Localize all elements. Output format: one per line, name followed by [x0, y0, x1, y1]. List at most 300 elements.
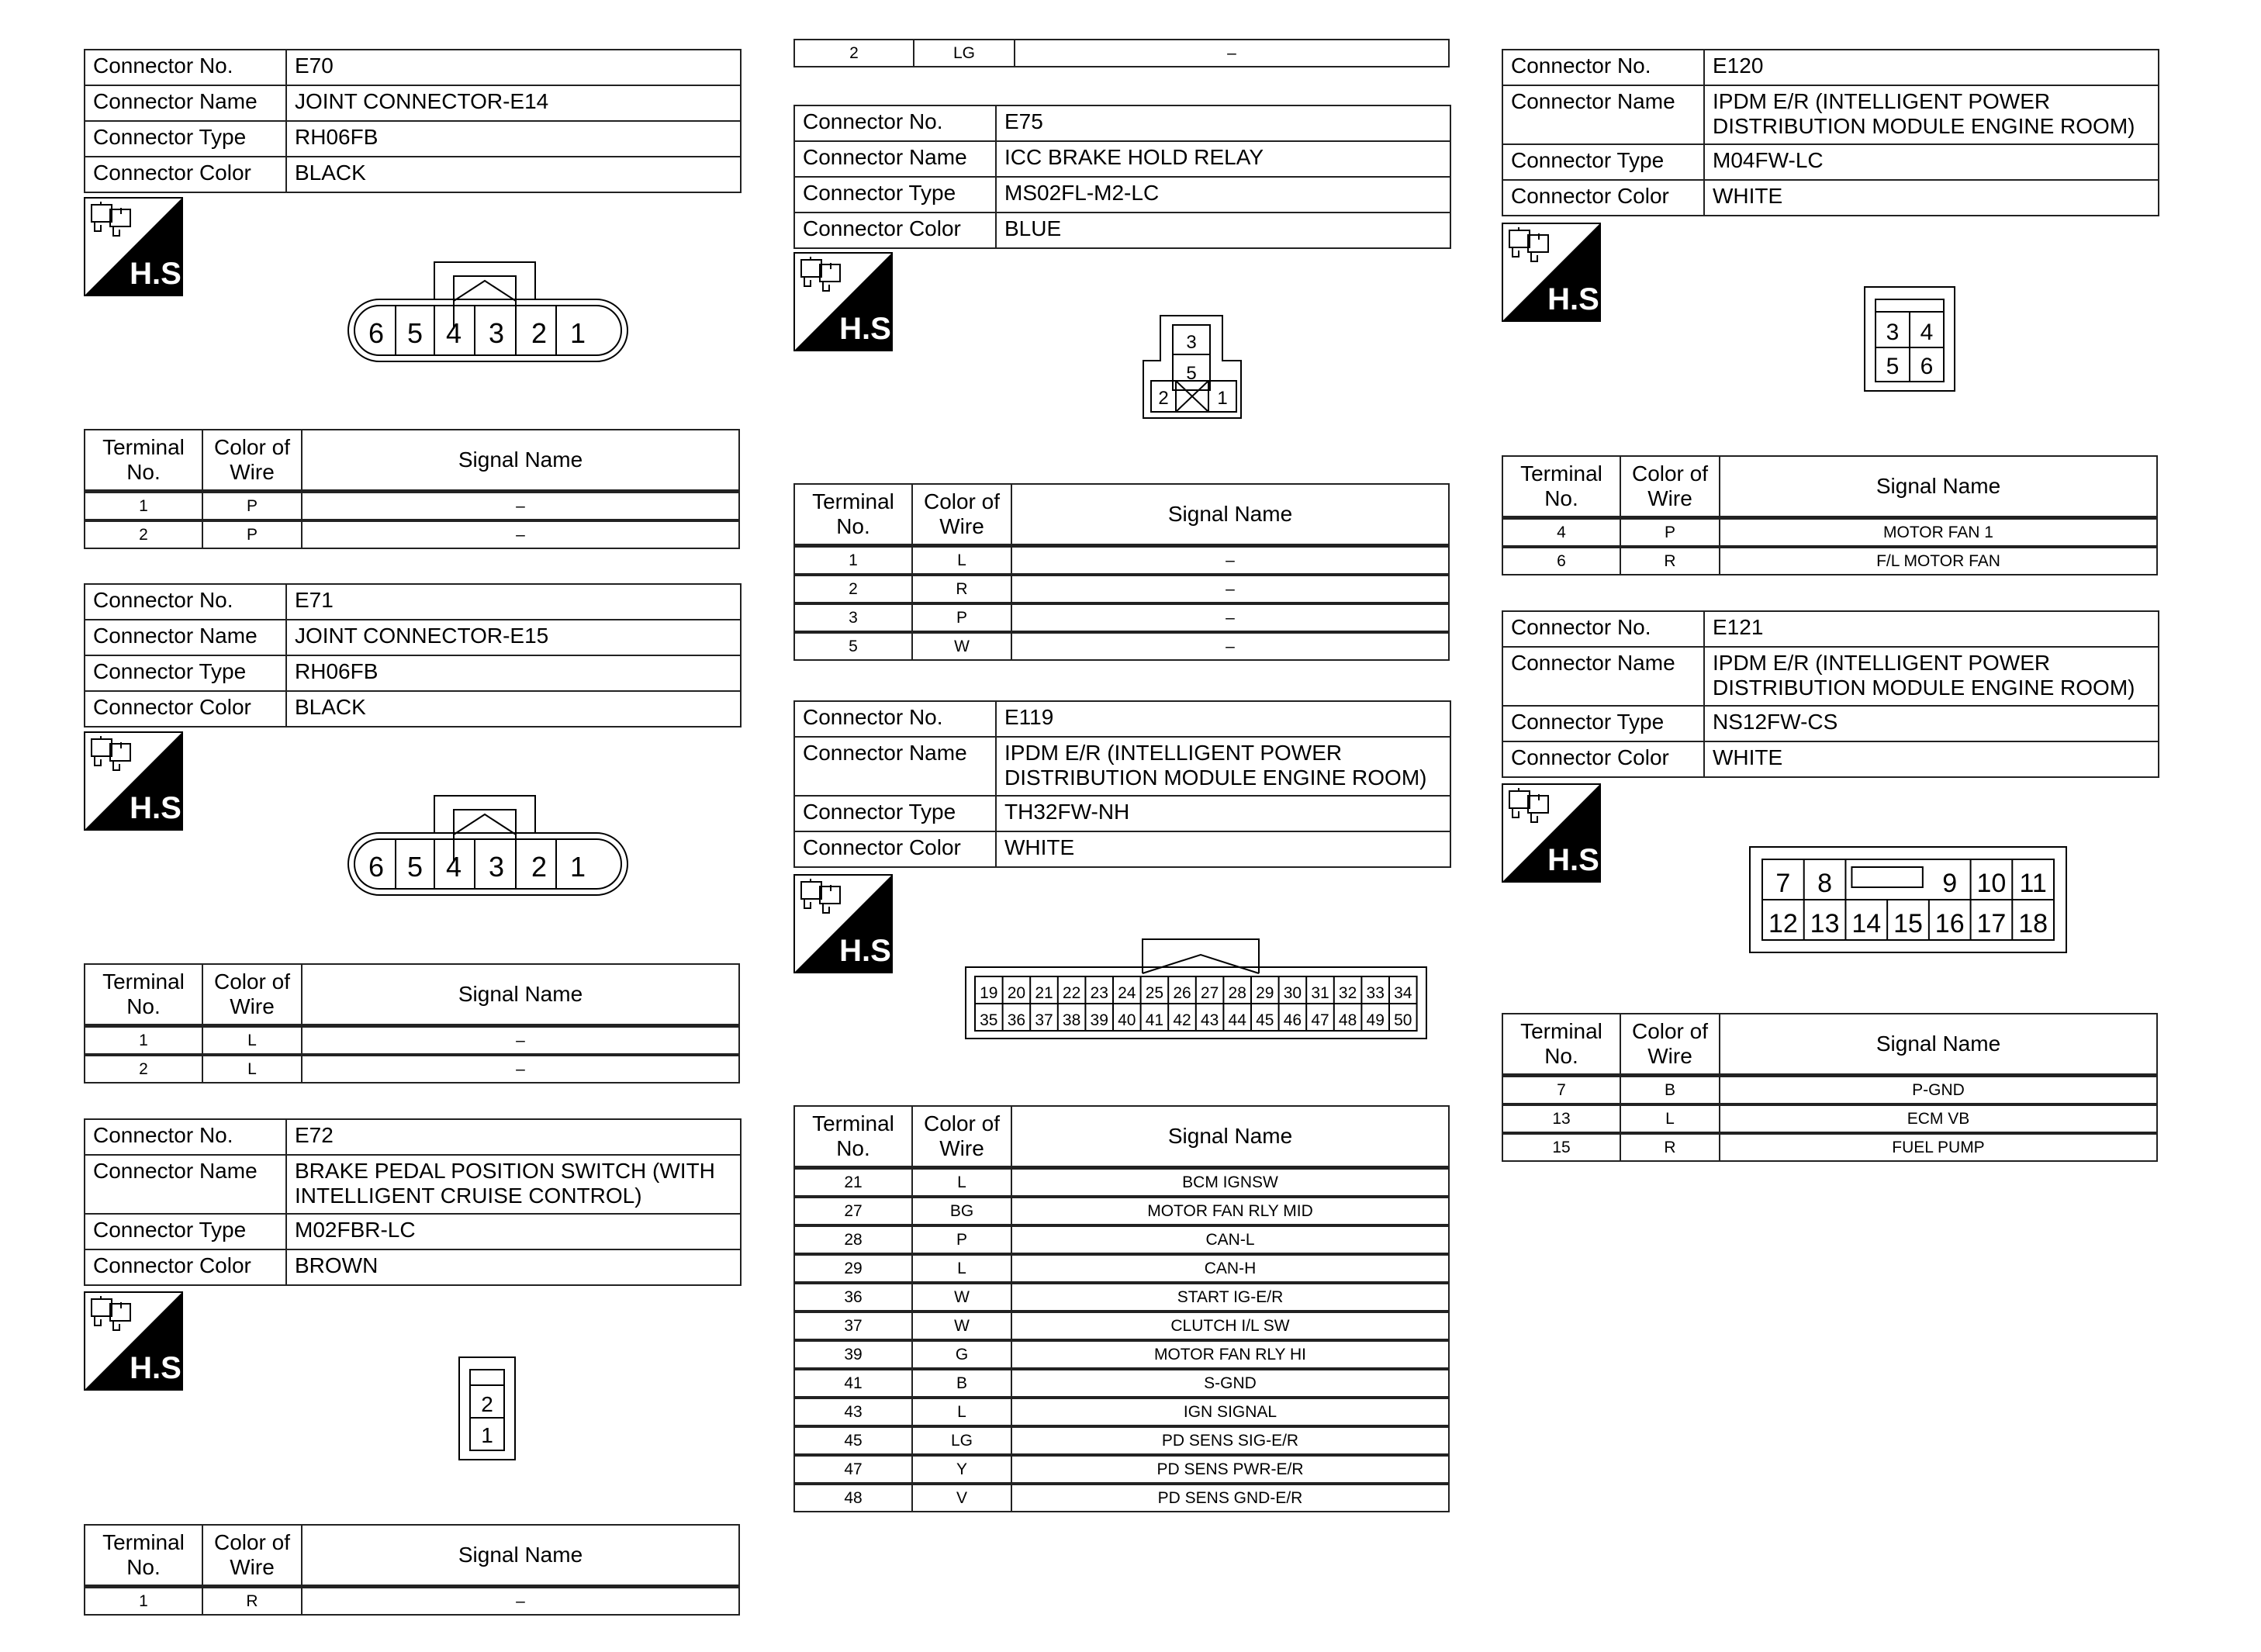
table-row: [794, 1340, 1449, 1369]
connector-info-e75: [793, 105, 1451, 249]
terminal-no-cell: 15: [1502, 1133, 1620, 1161]
connector-type-label: Connector Type: [85, 655, 286, 691]
pin-number: 27: [1200, 984, 1219, 1002]
signal-name-cell: ECM VB: [1720, 1104, 2157, 1133]
hs-harness-side-icon: [84, 731, 190, 831]
terminal-no-header: [1502, 456, 1620, 518]
hs-label: H.S.: [130, 791, 190, 825]
wire-color-cell: L: [202, 1026, 302, 1056]
header-line: No.: [1544, 1044, 1578, 1068]
pin-number: 3: [1186, 332, 1197, 353]
terminal-no-header: [85, 964, 202, 1026]
header-line: Terminal: [102, 969, 185, 994]
header-line: Terminal: [102, 435, 185, 459]
terminal-no-cell: 6: [1502, 547, 1620, 575]
terminal-no-cell: 36: [794, 1283, 912, 1312]
connector-name-value: [996, 737, 1450, 796]
pin-number: 35: [980, 1011, 998, 1029]
pin-number: 14: [1851, 909, 1882, 938]
wire-color-cell: B: [1620, 1076, 1720, 1105]
connector-name-label: Connector Name: [794, 141, 996, 177]
pin-number: 28: [1228, 984, 1246, 1002]
terminal-no-cell: 3: [794, 603, 912, 632]
connector-no-row: [85, 1119, 741, 1155]
pin-number: 32: [1338, 984, 1357, 1002]
connector-face-e72: [458, 1356, 517, 1461]
connector-color-row: [1502, 741, 2159, 777]
terminal-no-cell: 1: [85, 492, 202, 521]
table-row: [794, 1254, 1449, 1283]
header-line: No.: [126, 460, 161, 484]
table-row: [85, 1055, 739, 1083]
hs-harness-side-icon: [1502, 783, 1608, 883]
pin-number: 12: [1768, 909, 1798, 938]
pin-number: 41: [1145, 1011, 1164, 1029]
terminal-no-cell: 2: [85, 520, 202, 548]
terminal-no-cell: 28: [794, 1225, 912, 1254]
wire-color-header: [1620, 456, 1720, 518]
table-row: [794, 546, 1449, 575]
pin-number: 19: [980, 984, 998, 1002]
signal-name-cell: –: [1015, 40, 1449, 67]
connector-type-value: TH32FW-NH: [996, 796, 1450, 831]
table-row: [794, 40, 1449, 67]
connector-no-label: Connector No.: [1502, 50, 1704, 85]
connector-no-value: E121: [1704, 611, 2159, 647]
terminal-no-header: [794, 1106, 912, 1168]
connector-color-label: Connector Color: [1502, 741, 1704, 777]
pin-number: 2: [531, 317, 548, 349]
connector-name-label: Connector Name: [1502, 647, 1704, 706]
connector-name-value: [996, 141, 1450, 177]
pin-number: 47: [1311, 1011, 1329, 1029]
pin-number: 38: [1062, 1011, 1081, 1029]
connector-face-e75: [1139, 314, 1247, 420]
wire-color-cell: V: [912, 1484, 1011, 1512]
terminal-no-cell: 45: [794, 1426, 912, 1455]
hs-harness-side-icon: [1502, 223, 1608, 322]
signal-name-header: Signal Name: [1720, 1014, 2157, 1076]
signal-name-cell: MOTOR FAN RLY HI: [1011, 1340, 1449, 1369]
connector-info-e120: [1502, 49, 2159, 216]
pin-number: 6: [1920, 354, 1934, 379]
connector-name-value: [1704, 85, 2159, 144]
header-line: No.: [836, 1136, 870, 1160]
connector-no-label: Connector No.: [85, 584, 286, 620]
signal-name-cell: –: [302, 492, 739, 521]
pin-number: 50: [1394, 1011, 1412, 1029]
connector-color-row: [794, 831, 1450, 867]
table-row: [1502, 1104, 2157, 1133]
connector-no-value: E71: [286, 584, 741, 620]
connector-no-row: [1502, 50, 2159, 85]
connector-color-row: [794, 213, 1450, 248]
connector-info-e121: [1502, 610, 2159, 778]
signal-name-cell: –: [1011, 575, 1449, 603]
terminal-table-e75: [793, 483, 1450, 661]
connector-type-row: [85, 655, 741, 691]
header-line: Color of: [923, 1111, 1001, 1135]
connector-name-row: [1502, 647, 2159, 706]
terminal-header-row: [794, 1106, 1449, 1168]
wire-color-cell: P: [912, 603, 1011, 632]
connector-face-e119: [964, 935, 1430, 1042]
pin-number: 39: [1090, 1011, 1108, 1029]
wire-color-cell: P: [1620, 518, 1720, 548]
pin-number: 17: [1976, 909, 2007, 938]
table-row: [1502, 1076, 2157, 1105]
terminal-no-cell: 39: [794, 1340, 912, 1369]
pin-number: 16: [1934, 909, 1965, 938]
table-row: [1502, 518, 2157, 548]
terminal-no-cell: 27: [794, 1197, 912, 1225]
connector-no-value: E72: [286, 1119, 741, 1155]
connector-name-line: INTELLIGENT CRUISE CONTROL): [295, 1184, 642, 1208]
hs-harness-side-icon: [793, 252, 900, 351]
terminal-header-row: [1502, 456, 2157, 518]
signal-name-cell: P-GND: [1720, 1076, 2157, 1105]
pin-number: 11: [2019, 869, 2047, 898]
connector-type-row: [794, 796, 1450, 831]
connector-no-value: E120: [1704, 50, 2159, 85]
connector-face-e121: [1748, 845, 2068, 954]
terminal-header-row: [794, 484, 1449, 546]
header-line: Wire: [939, 1136, 984, 1160]
pin-number: 30: [1283, 984, 1302, 1002]
wire-color-cell: B: [912, 1369, 1011, 1398]
connector-no-value: E119: [996, 701, 1450, 737]
terminal-no-cell: 2: [794, 575, 912, 603]
terminal-no-cell: 37: [794, 1312, 912, 1340]
pin-number: 1: [569, 317, 586, 349]
connector-type-value: M04FW-LC: [1704, 144, 2159, 180]
table-row: [794, 1225, 1449, 1254]
connector-color-value: BLACK: [286, 157, 741, 192]
pin-number: 4: [1920, 320, 1934, 345]
connector-name-line: IPDM E/R (INTELLIGENT POWER: [1713, 89, 2051, 113]
pin-number: 25: [1145, 984, 1164, 1002]
pin-number: 10: [1976, 869, 2007, 898]
connector-face-e120: [1863, 285, 1956, 392]
connector-name-line: ICC BRAKE HOLD RELAY: [1004, 145, 1264, 169]
hs-label: H.S.: [839, 934, 900, 968]
terminal-table-e121: [1502, 1013, 2158, 1162]
hs-harness-side-icon: [84, 1291, 190, 1391]
signal-name-cell: BCM IGNSW: [1011, 1168, 1449, 1198]
table-row: [85, 492, 739, 521]
terminal-header-row: [85, 430, 739, 492]
table-row: [85, 1587, 739, 1616]
signal-name-cell: –: [1011, 632, 1449, 660]
signal-name-header: Signal Name: [302, 964, 739, 1026]
connector-color-value: BROWN: [286, 1249, 741, 1285]
connector-color-label: Connector Color: [794, 213, 996, 248]
connector-name-value: [286, 620, 741, 655]
connector-no-row: [85, 584, 741, 620]
header-line: Color of: [213, 969, 291, 994]
wire-color-cell: R: [1620, 1133, 1720, 1161]
pin-number: 3: [1886, 320, 1900, 345]
terminal-no-cell: 41: [794, 1369, 912, 1398]
wire-color-cell: L: [912, 546, 1011, 575]
pin-number: 5: [1886, 354, 1900, 379]
connector-type-label: Connector Type: [1502, 706, 1704, 741]
pin-number: 3: [488, 851, 505, 883]
connector-color-row: [85, 691, 741, 727]
connector-type-row: [85, 121, 741, 157]
pin-number: 46: [1283, 1011, 1302, 1029]
header-line: Terminal: [812, 489, 894, 513]
table-row: [794, 1168, 1449, 1198]
hs-label: H.S.: [1547, 843, 1608, 877]
header-line: Color of: [213, 1530, 291, 1554]
header-line: Wire: [230, 994, 275, 1018]
pin-number: 1: [481, 1423, 493, 1447]
connector-name-line: DISTRIBUTION MODULE ENGINE ROOM): [1713, 676, 2135, 700]
connector-info-e70: [84, 49, 742, 193]
terminal-no-cell: 7: [1502, 1076, 1620, 1105]
connector-name-line: IPDM E/R (INTELLIGENT POWER: [1713, 651, 2051, 675]
header-line: Wire: [1647, 1044, 1692, 1068]
signal-name-cell: PD SENS GND-E/R: [1011, 1484, 1449, 1512]
connector-no-label: Connector No.: [794, 105, 996, 141]
terminal-header-row: [85, 964, 739, 1026]
pin-number: 31: [1311, 984, 1329, 1002]
signal-name-cell: –: [1011, 546, 1449, 575]
wire-color-header: [1620, 1014, 1720, 1076]
wire-color-cell: W: [912, 632, 1011, 660]
connector-type-value: NS12FW-CS: [1704, 706, 2159, 741]
connector-color-value: WHITE: [1704, 741, 2159, 777]
wire-color-cell: W: [912, 1312, 1011, 1340]
carryover-table-row: [793, 39, 1450, 67]
connector-type-row: [1502, 144, 2159, 180]
connector-name-line: BRAKE PEDAL POSITION SWITCH (WITH: [295, 1159, 715, 1183]
terminal-table-e119: [793, 1105, 1450, 1512]
connector-type-label: Connector Type: [794, 796, 996, 831]
connector-color-row: [85, 157, 741, 192]
hs-harness-side-icon: [84, 197, 190, 296]
connector-no-value: E70: [286, 50, 741, 85]
connector-name-row: [85, 620, 741, 655]
hs-label: H.S.: [130, 1351, 190, 1385]
signal-name-header: Signal Name: [1011, 484, 1449, 546]
connector-no-label: Connector No.: [85, 1119, 286, 1155]
connector-no-row: [794, 701, 1450, 737]
connector-info-e71: [84, 583, 742, 728]
terminal-no-cell: 1: [85, 1026, 202, 1056]
connector-name-value: [286, 1155, 741, 1214]
table-row: [794, 1283, 1449, 1312]
connector-name-label: Connector Name: [794, 737, 996, 796]
terminal-no-cell: 1: [794, 546, 912, 575]
connector-name-line: JOINT CONNECTOR-E14: [295, 89, 549, 113]
connector-no-row: [1502, 611, 2159, 647]
pin-number: 23: [1090, 984, 1108, 1002]
connector-color-label: Connector Color: [794, 831, 996, 867]
signal-name-header: Signal Name: [302, 430, 739, 492]
header-line: No.: [1544, 486, 1578, 510]
table-row: [794, 632, 1449, 660]
signal-name-cell: START IG-E/R: [1011, 1283, 1449, 1312]
table-row: [794, 575, 1449, 603]
connector-name-label: Connector Name: [1502, 85, 1704, 144]
connector-name-row: [794, 737, 1450, 796]
pin-number: 21: [1035, 984, 1053, 1002]
connector-name-label: Connector Name: [85, 1155, 286, 1214]
terminal-table-e72: [84, 1524, 740, 1616]
header-line: Terminal: [1520, 461, 1602, 486]
header-line: Wire: [230, 1555, 275, 1579]
wire-color-cell: P: [202, 520, 302, 548]
table-row: [794, 1398, 1449, 1426]
wire-color-header: [912, 484, 1011, 546]
connector-no-value: E75: [996, 105, 1450, 141]
hs-harness-side-icon: [793, 874, 900, 973]
connector-no-row: [85, 50, 741, 85]
connector-type-row: [85, 1214, 741, 1249]
table-row: [1502, 547, 2157, 575]
connector-name-row: [85, 1155, 741, 1214]
connector-type-row: [794, 177, 1450, 213]
signal-name-cell: PD SENS PWR-E/R: [1011, 1455, 1449, 1484]
terminal-no-cell: 43: [794, 1398, 912, 1426]
signal-name-cell: S-GND: [1011, 1369, 1449, 1398]
pin-number: 36: [1007, 1011, 1026, 1029]
wire-color-cell: L: [202, 1055, 302, 1083]
signal-name-cell: CLUTCH I/L SW: [1011, 1312, 1449, 1340]
wire-color-cell: L: [912, 1398, 1011, 1426]
pin-number: 1: [1217, 388, 1228, 409]
pin-number: 15: [1893, 909, 1923, 938]
signal-name-cell: FUEL PUMP: [1720, 1133, 2157, 1161]
terminal-no-header: [794, 484, 912, 546]
connector-type-value: RH06FB: [286, 655, 741, 691]
wire-color-cell: L: [1620, 1104, 1720, 1133]
wire-color-cell: R: [1620, 547, 1720, 575]
connector-color-row: [85, 1249, 741, 1285]
connector-type-value: M02FBR-LC: [286, 1214, 741, 1249]
connector-type-label: Connector Type: [1502, 144, 1704, 180]
connector-color-label: Connector Color: [85, 157, 286, 192]
connector-no-label: Connector No.: [1502, 611, 1704, 647]
connector-no-row: [794, 105, 1450, 141]
pin-number: 29: [1256, 984, 1274, 1002]
header-line: No.: [126, 994, 161, 1018]
connector-color-value: WHITE: [1704, 180, 2159, 216]
header-line: Terminal: [1520, 1019, 1602, 1043]
connector-name-label: Connector Name: [85, 620, 286, 655]
pin-number: 24: [1118, 984, 1136, 1002]
connector-no-label: Connector No.: [85, 50, 286, 85]
connector-name-line: DISTRIBUTION MODULE ENGINE ROOM): [1004, 766, 1427, 790]
pin-number: 20: [1007, 984, 1026, 1002]
pin-number: 9: [1942, 869, 1958, 898]
connector-name-label: Connector Name: [85, 85, 286, 121]
terminal-no-cell: 21: [794, 1168, 912, 1198]
header-line: Color of: [923, 489, 1001, 513]
connector-name-line: IPDM E/R (INTELLIGENT POWER: [1004, 741, 1343, 765]
wire-color-cell: L: [912, 1168, 1011, 1198]
header-line: Wire: [1647, 486, 1692, 510]
table-row: [85, 1026, 739, 1056]
pin-number: 45: [1256, 1011, 1274, 1029]
pin-number: 5: [1186, 363, 1197, 384]
connector-color-row: [1502, 180, 2159, 216]
pin-number: 5: [406, 851, 424, 883]
wire-color-header: [202, 430, 302, 492]
pin-number: 2: [1158, 388, 1169, 409]
connector-color-value: BLACK: [286, 691, 741, 727]
wire-color-header: [202, 964, 302, 1026]
table-row: [1502, 1133, 2157, 1161]
wire-color-cell: P: [202, 492, 302, 521]
signal-name-cell: –: [302, 1055, 739, 1083]
wire-color-header: [912, 1106, 1011, 1168]
signal-name-cell: PD SENS SIG-E/R: [1011, 1426, 1449, 1455]
terminal-no-header: [1502, 1014, 1620, 1076]
connector-type-value: MS02FL-M2-LC: [996, 177, 1450, 213]
connector-color-label: Connector Color: [85, 1249, 286, 1285]
connector-name-line: DISTRIBUTION MODULE ENGINE ROOM): [1713, 114, 2135, 138]
wire-color-cell: W: [912, 1283, 1011, 1312]
hs-label: H.S.: [1547, 282, 1608, 316]
connector-color-label: Connector Color: [85, 691, 286, 727]
table-row: [794, 1312, 1449, 1340]
pin-number: 2: [481, 1392, 493, 1416]
pin-number: 4: [445, 317, 462, 349]
connector-type-label: Connector Type: [85, 1214, 286, 1249]
terminal-table-e120: [1502, 455, 2158, 575]
connector-color-label: Connector Color: [1502, 180, 1704, 216]
connector-name-value: [1704, 647, 2159, 706]
wire-color-cell: R: [202, 1587, 302, 1616]
table-row: [794, 1484, 1449, 1512]
terminal-no-cell: 4: [1502, 518, 1620, 548]
terminal-no-header: [85, 1525, 202, 1587]
connector-face-e71: [345, 791, 632, 900]
connector-name-row: [794, 141, 1450, 177]
signal-name-cell: –: [302, 520, 739, 548]
connector-name-row: [1502, 85, 2159, 144]
terminal-table-e70: [84, 429, 740, 549]
signal-name-cell: IGN SIGNAL: [1011, 1398, 1449, 1426]
header-line: Terminal: [812, 1111, 894, 1135]
terminal-header-row: [85, 1525, 739, 1587]
pin-number: 6: [368, 851, 385, 883]
connector-face-e70: [345, 257, 632, 366]
wire-color-cell: R: [912, 575, 1011, 603]
table-row: [794, 1455, 1449, 1484]
connector-type-value: RH06FB: [286, 121, 741, 157]
pin-number: 34: [1394, 984, 1412, 1002]
connector-type-row: [1502, 706, 2159, 741]
signal-name-header: Signal Name: [1720, 456, 2157, 518]
wire-color-cell: BG: [912, 1197, 1011, 1225]
header-line: No.: [126, 1555, 161, 1579]
terminal-no-cell: 2: [794, 40, 914, 67]
wire-color-header: [202, 1525, 302, 1587]
wire-color-cell: G: [912, 1340, 1011, 1369]
connector-color-value: WHITE: [996, 831, 1450, 867]
signal-name-cell: –: [302, 1587, 739, 1616]
connector-no-label: Connector No.: [794, 701, 996, 737]
header-line: No.: [836, 514, 870, 538]
pin-number: 18: [2018, 909, 2048, 938]
table-row: [794, 1197, 1449, 1225]
connector-name-row: [85, 85, 741, 121]
pin-number: 6: [368, 317, 385, 349]
